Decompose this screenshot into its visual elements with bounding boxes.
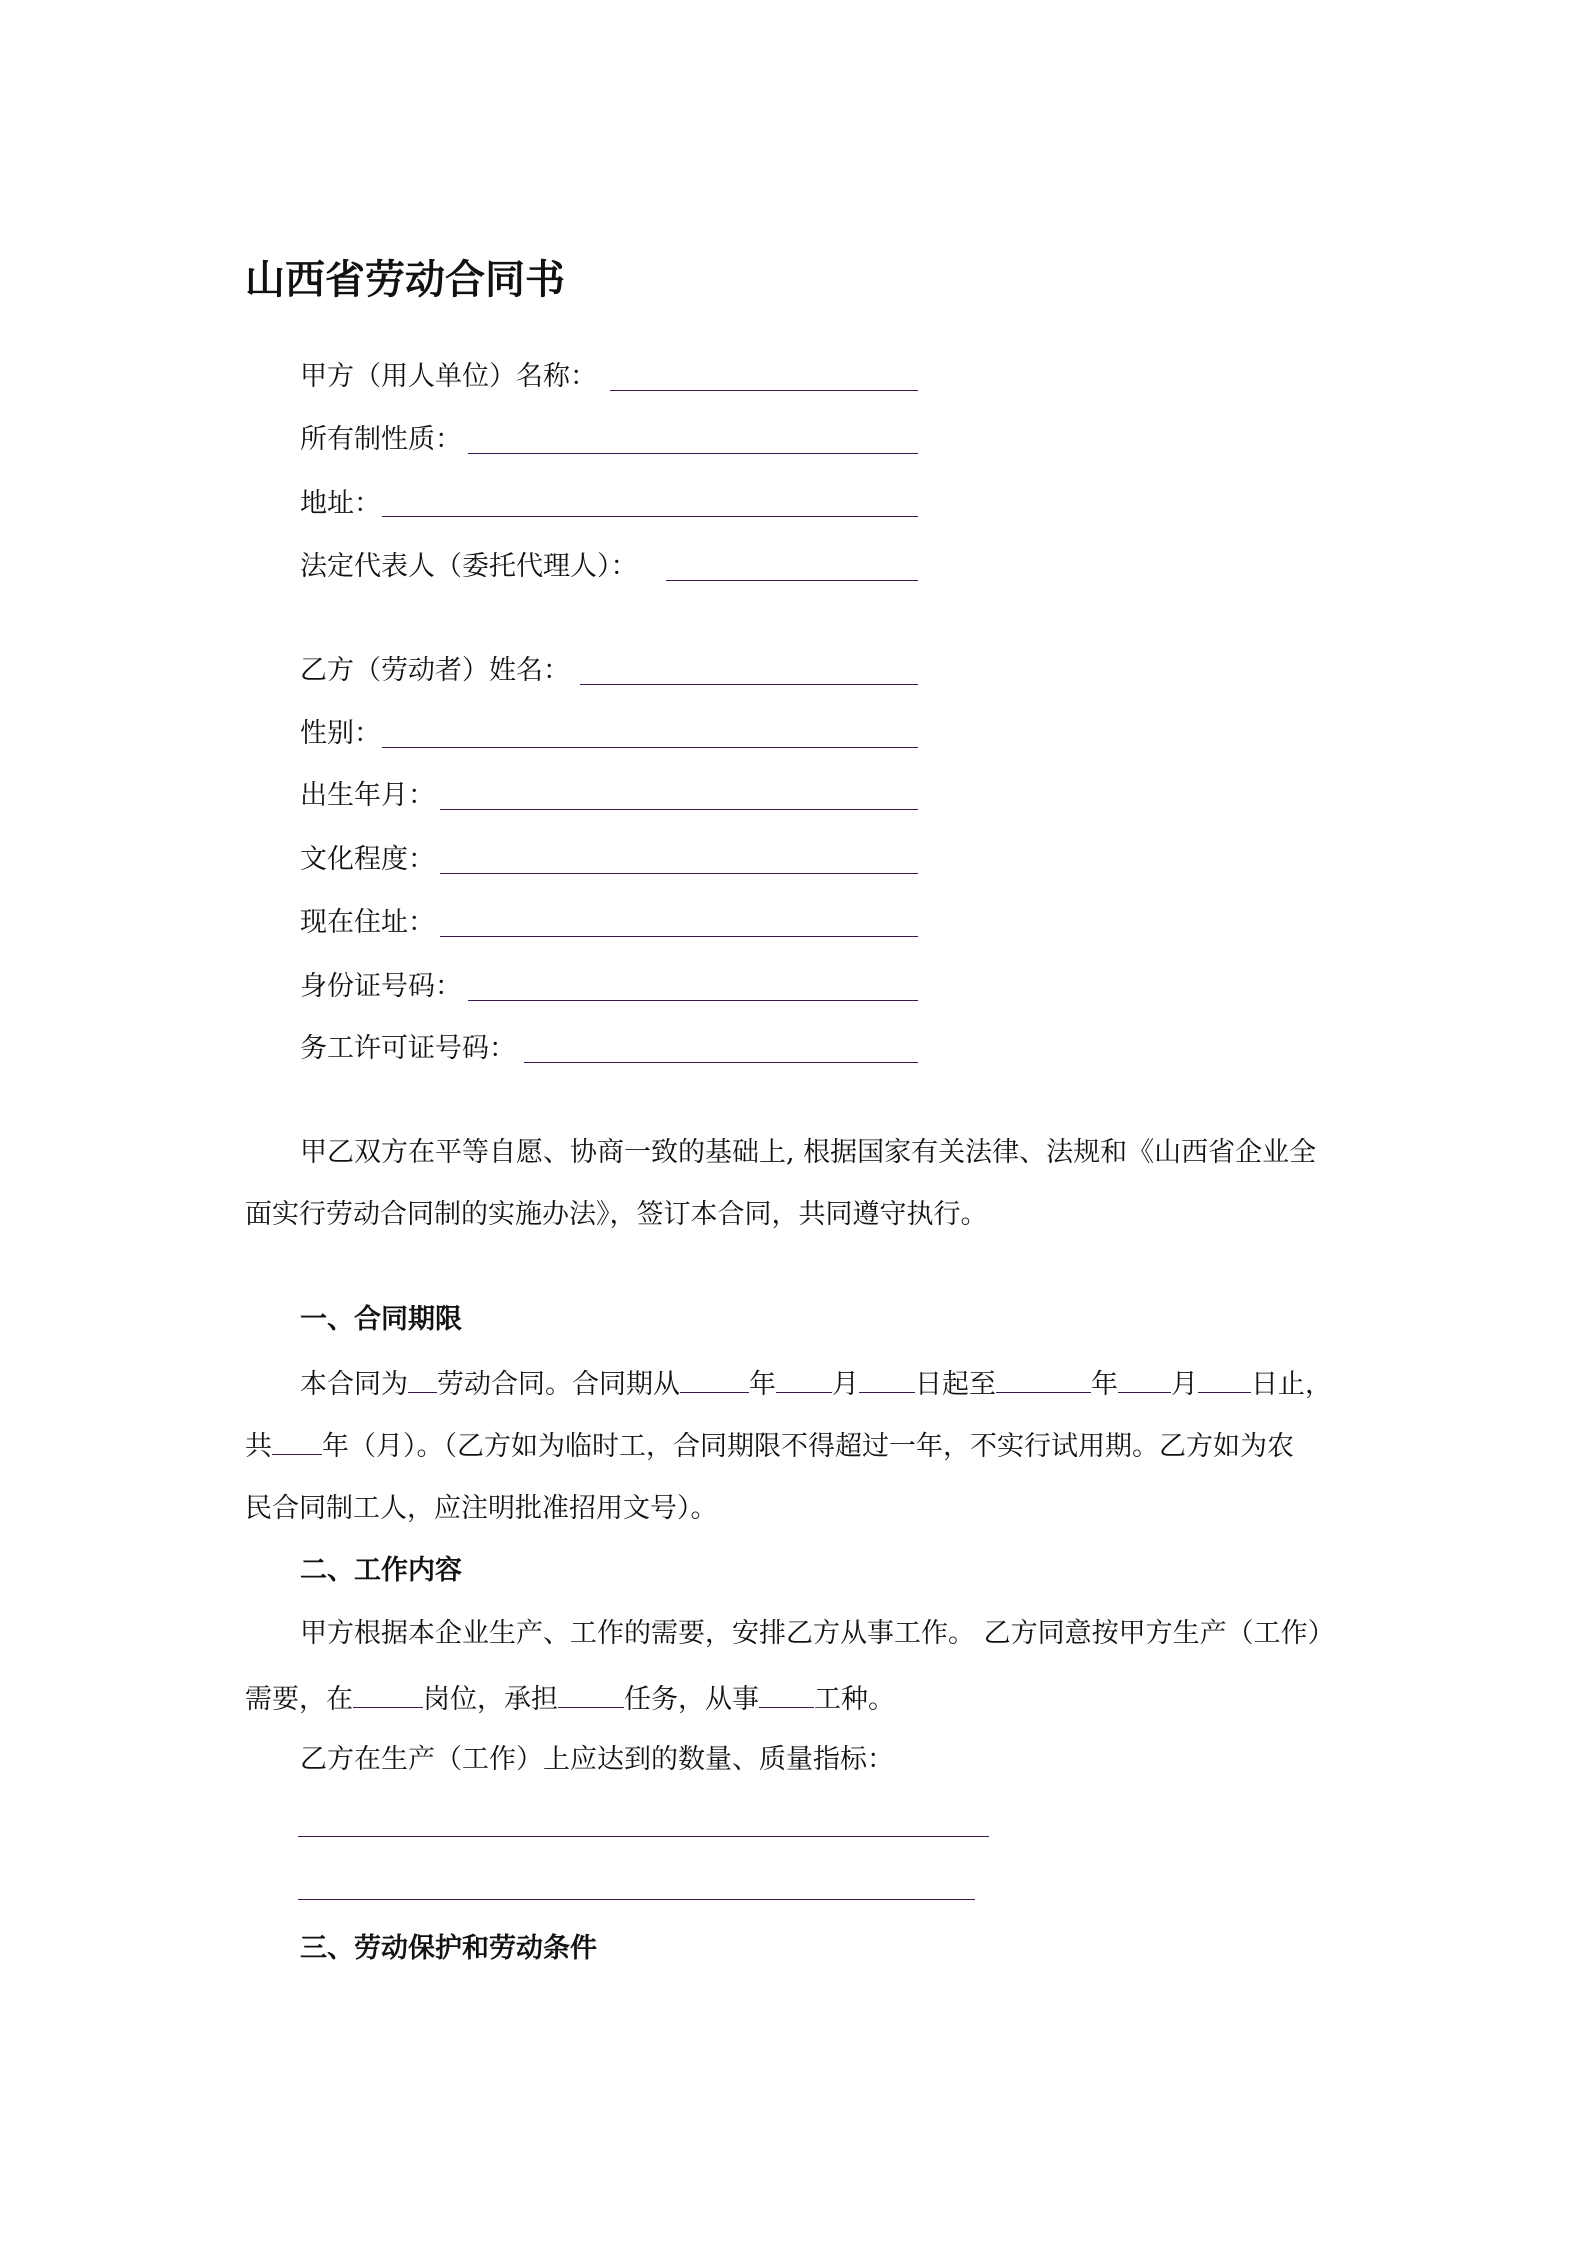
page-title: 山西省劳动合同书: [245, 257, 565, 303]
label: 出生年月：: [300, 780, 435, 811]
text: 共: [245, 1431, 272, 1462]
section-2-para-1: 甲方根据本企业生产、工作的需要，安排乙方从事工作。 乙方同意按甲方生产（工作）: [300, 1618, 1335, 1649]
end-day-blank[interactable]: [1198, 1366, 1251, 1393]
label: 现在住址：: [300, 907, 435, 938]
education-row: [300, 843, 435, 877]
total-duration-blank[interactable]: [272, 1428, 322, 1455]
work-permit-row: [300, 1032, 516, 1066]
text: 日止，: [1251, 1369, 1332, 1400]
residence-row: [300, 906, 435, 940]
task-blank[interactable]: [558, 1681, 624, 1708]
gender-field[interactable]: [382, 747, 918, 748]
label: 所有制性质：: [300, 424, 462, 455]
position-blank[interactable]: [353, 1681, 423, 1708]
label: 性别：: [300, 718, 381, 749]
section-1-para-2: [245, 1428, 1294, 1464]
quota-field-1[interactable]: [298, 1836, 989, 1837]
text: 年: [1091, 1369, 1118, 1400]
label: 甲方（用人单位）名称：: [300, 361, 597, 392]
contract-type-blank[interactable]: [408, 1366, 437, 1393]
label: 乙方（劳动者）姓名：: [300, 655, 570, 686]
section-1-heading: 一、合同期限: [300, 1304, 462, 1335]
text: 年（月）。（乙方如为临时工，合同期限不得超过一年，不实行试用期。乙方如为农: [322, 1431, 1294, 1462]
section-1-para-1: [300, 1366, 1332, 1402]
text: 年: [749, 1369, 776, 1400]
ownership-field[interactable]: [468, 453, 918, 454]
label: 地址：: [300, 488, 381, 519]
party-b-name-row: [300, 654, 570, 688]
preamble-line-2: 面实行劳动合同制的实施办法》，签订本合同，共同遵守执行。: [245, 1199, 988, 1230]
section-2-para-2: [245, 1681, 895, 1717]
text: 任务，从事: [624, 1684, 759, 1715]
quota-field-2[interactable]: [298, 1899, 975, 1900]
label: 务工许可证号码：: [300, 1033, 516, 1064]
start-day-blank[interactable]: [859, 1366, 915, 1393]
text: 工种。: [814, 1684, 895, 1715]
section-2-para-3: 乙方在生产（工作）上应达到的数量、质量指标：: [300, 1744, 894, 1775]
education-field[interactable]: [440, 873, 918, 874]
text: 劳动合同。合同期从: [437, 1369, 680, 1400]
id-number-field[interactable]: [468, 1000, 918, 1001]
representative-field[interactable]: [666, 580, 918, 581]
text: 月: [1171, 1369, 1198, 1400]
label: 身份证号码：: [300, 971, 462, 1002]
section-3-heading: 三、劳动保护和劳动条件: [300, 1933, 597, 1964]
work-type-blank[interactable]: [759, 1681, 814, 1708]
start-year-blank[interactable]: [680, 1366, 749, 1393]
end-month-blank[interactable]: [1118, 1366, 1171, 1393]
end-year-blank[interactable]: [996, 1366, 1091, 1393]
work-permit-field[interactable]: [524, 1062, 918, 1063]
text: 需要，在: [245, 1684, 353, 1715]
address-row: [300, 487, 381, 521]
label: 文化程度：: [300, 844, 435, 875]
gender-row: [300, 717, 381, 751]
text: 岗位，承担: [423, 1684, 558, 1715]
preamble-line-1: 甲乙双方在平等自愿、协商一致的基础上, 根据国家有关法律、法规和《山西省企业全: [300, 1137, 1317, 1168]
text: 日起至: [915, 1369, 996, 1400]
address-field[interactable]: [382, 516, 918, 517]
text: 本合同为: [300, 1369, 408, 1400]
section-1-para-3: 民合同制工人，应注明批准招用文号）。: [245, 1493, 718, 1524]
party-b-name-field[interactable]: [580, 684, 918, 685]
party-a-name-field[interactable]: [610, 390, 918, 391]
label: 法定代表人（委托代理人）：: [300, 551, 638, 582]
birth-row: [300, 779, 435, 813]
birth-field[interactable]: [440, 809, 918, 810]
start-month-blank[interactable]: [776, 1366, 832, 1393]
residence-field[interactable]: [440, 936, 918, 937]
representative-row: [300, 550, 638, 584]
id-number-row: [300, 970, 462, 1004]
text: 月: [832, 1369, 859, 1400]
ownership-row: [300, 423, 462, 457]
party-a-name-row: [300, 360, 597, 394]
section-2-heading: 二、工作内容: [300, 1555, 462, 1586]
